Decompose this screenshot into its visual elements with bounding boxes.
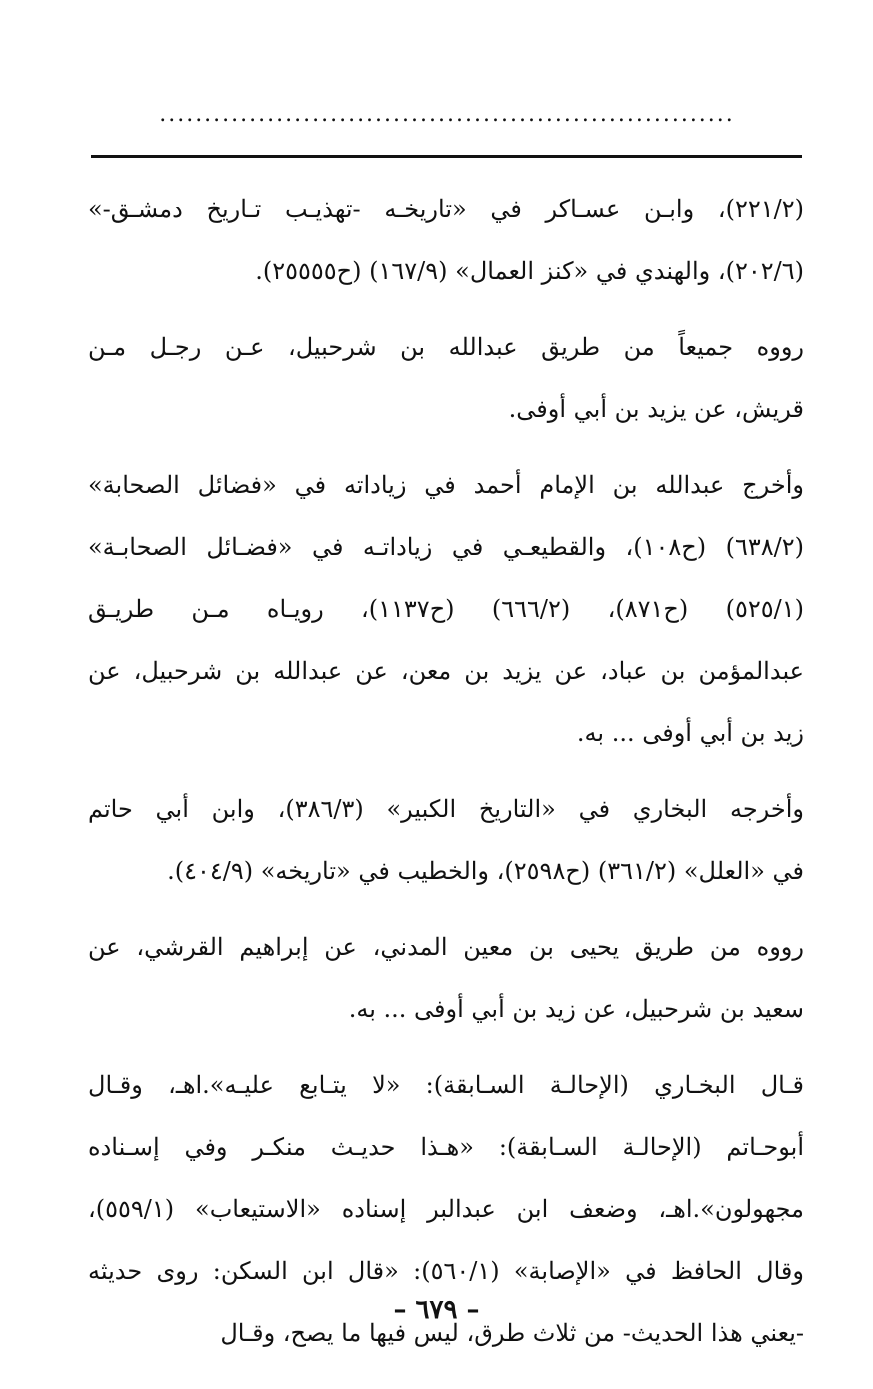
text-line: زيد بن أبي أوفى ... به. <box>576 719 804 747</box>
body-text <box>88 178 804 1378</box>
text-line: وأخرجه البخاري في «التاريخ الكبير» (٣٨٦/٣)، وابن أبي حاتم <box>88 795 804 823</box>
text-line: قـال البخـاري (الإحالـة السـابقة): «لا يتـابع عليـه».اهـ، وقـال <box>88 1071 804 1099</box>
header-rule <box>91 155 802 158</box>
text-line: مجهولون».اهـ، وضعف ابن عبدالبر إسناده «الاستيعاب» (٥٥٩/١)، <box>88 1195 804 1223</box>
text-line: -يعني هذا الحديث- من ثلاث طرق، ليس فيها ما يصح، وقـال <box>220 1319 804 1347</box>
text-line: في «العلل» (٣٦١/٢) (ح٢٥٩٨)، والخطيب في «تاريخه» (٤٠٤/٩). <box>167 857 804 885</box>
paragraph <box>88 778 804 902</box>
text-line: (٦٣٨/٢) (ح١٠٨)، والقطيعـي في زياداتـه في «فضـائل الصحابـة» <box>88 533 804 561</box>
paragraph <box>88 454 804 764</box>
text-line: وأخرج عبدالله بن الإمام أحمد في زياداته في «فضائل الصحابة» <box>88 471 804 499</box>
text-line: (٢٠٢/٦)، والهندي في «كنز العمال» (١٦٧/٩) (ح٢٥٥٥٥). <box>255 257 804 285</box>
page-number: – ٦٧٩ – <box>393 1295 480 1325</box>
paragraph <box>88 316 804 440</box>
header-dotted-line: ................................................................ <box>159 105 735 125</box>
paragraph <box>88 916 804 1040</box>
text-line: رووه جميعاً من طريق عبدالله بن شرحبيل، عـن رجـل مـن <box>88 333 804 361</box>
text-line: (٥٢٥/١) (ح٨٧١)، (٦٦٦/٢) (ح١١٣٧)، رويـاه مـن طريـق <box>88 595 804 623</box>
text-line: (٢٢١/٢)، وابـن عسـاكر في «تاريخـه -تهذيـب تـاريخ دمشـق-» <box>88 195 804 223</box>
text-line: وقال الحافظ في «الإصابة» (٥٦٠/١): «قال ابن السكن: روى حديثه <box>88 1257 804 1285</box>
text-line: رووه من طريق يحيى بن معين المدني، عن إبراهيم القرشي، عن <box>88 933 804 961</box>
paragraph <box>88 178 804 302</box>
text-line: عبدالمؤمن بن عباد، عن يزيد بن معن، عن عبدالله بن شرحبيل، عن <box>88 657 804 685</box>
text-line: قريش، عن يزيد بن أبي أوفى. <box>508 395 804 423</box>
text-line: أبوحـاتم (الإحالـة السـابقة): «هـذا حديـث منكـر وفي إسـناده <box>88 1133 804 1161</box>
text-line: سعيد بن شرحبيل، عن زيد بن أبي أوفى ... به. <box>348 995 804 1023</box>
